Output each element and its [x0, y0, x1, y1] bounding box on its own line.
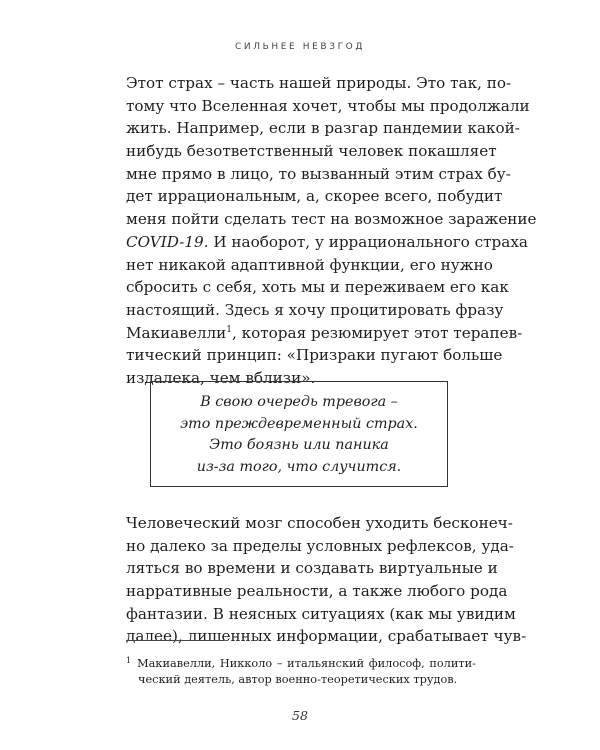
footnote-marker[interactable]: 1 — [226, 324, 232, 335]
text-line: далее), лишенных информации, срабатывает чув- — [126, 627, 527, 646]
text-line: меня пойти сделать тест на возможное заражение — [126, 210, 537, 229]
text-segment: Макиавелли — [126, 323, 227, 342]
text-line-with-note — [126, 322, 523, 345]
text-line: фантазии. В неясных ситуациях (как мы увидим — [126, 604, 516, 623]
footnote-divider — [126, 640, 224, 641]
text-line: Человеческий мозг способен уходить бесконеч- — [126, 514, 513, 532]
quote-line: В свою очередь тревога – — [200, 394, 398, 410]
page-number: 58 — [292, 708, 308, 723]
text-line: ляться во времени и создавать виртуальные и — [126, 559, 498, 578]
quote-line: Это боязнь или паника — [209, 437, 389, 453]
text-line: дет иррациональным, а, скорее всего, побудит — [126, 187, 503, 206]
footnote-line: ческий деятель, автор военно-теоретических трудов. — [138, 672, 458, 686]
text-line: Этот страх – часть нашей природы. Это так, по- — [126, 74, 512, 92]
paragraph-1 — [126, 72, 537, 390]
quote-line: из-за того, что случится. — [196, 458, 402, 475]
quote-line: это преждевременный страх. — [180, 415, 418, 432]
pull-quote-box — [150, 381, 448, 487]
text-line: издалека, чем вблизи». — [126, 368, 316, 387]
running-head: СИЛЬНЕЕ НЕВЗГОД — [235, 42, 365, 52]
footnote-line — [126, 652, 476, 671]
footnote — [126, 652, 476, 689]
text-segment: И наоборот, у иррационального страха — [213, 232, 528, 251]
text-line: сбросить с себя, хоть мы и переживаем его как — [126, 278, 509, 297]
footnote-number: 1 — [126, 656, 132, 665]
covid-italic: COVID-19. — [126, 232, 209, 251]
paragraph-2 — [126, 512, 527, 648]
text-line: тический принцип: «Призраки пугают больше — [126, 346, 503, 365]
text-line: настоящий. Здесь я хочу процитировать фразу — [126, 300, 504, 319]
text-line: жить. Например, если в разгар пандемии какой- — [126, 119, 520, 138]
text-line: но далеко за пределы условных рефлексов, уда- — [126, 536, 514, 555]
text-line-with-italic — [126, 231, 528, 254]
text-line: нарративные реальности, а также любого рода — [126, 582, 508, 601]
text-line: тому что Вселенная хочет, чтобы мы продолжали — [126, 96, 530, 115]
footnote-text: Макиавелли, Никколо – итальянский философ, полити- — [137, 657, 476, 670]
text-line: нет никакой адаптивной функции, его нужно — [126, 255, 493, 274]
text-segment: , которая резюмирует этот терапев- — [231, 323, 523, 342]
text-line: нибудь безответственный человек покашляет — [126, 142, 497, 161]
text-line: мне прямо в лицо, то вызванный этим страх бу- — [126, 164, 511, 183]
